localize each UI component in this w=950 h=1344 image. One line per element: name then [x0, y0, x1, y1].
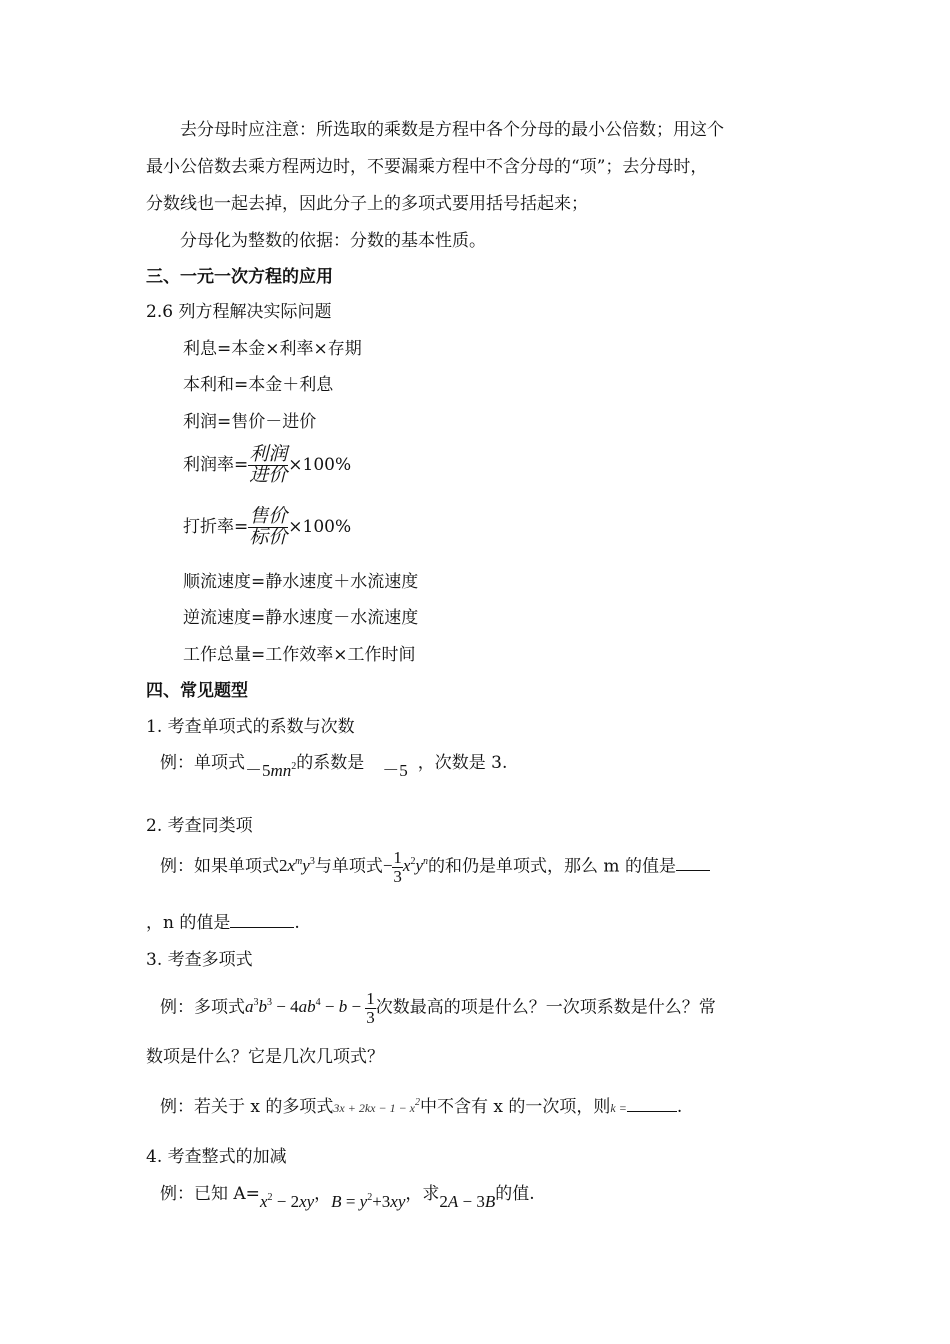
- math-expression: $-5mn^2$: [245, 761, 297, 780]
- math-expression: $a^3b^3 - 4ab^4 - b$ − $\frac{1}{3}$: [245, 989, 375, 1027]
- paragraph-line: 分数线也一起去掉，因此分子上的多项式要用括号括起来；: [146, 194, 588, 214]
- paragraph-line: 最小公倍数去乘方程两边时，不要漏乘方程中不含分母的“项”；去分母时，: [146, 157, 708, 177]
- example-text: 的系数是: [296, 753, 365, 773]
- fraction-denominator: 标价: [249, 525, 288, 548]
- example-text: ，次数是 3.: [417, 753, 508, 773]
- example-text: 例：单项式: [160, 753, 245, 773]
- formula-downstream: 顺流速度=静水速度＋水流速度: [183, 572, 419, 592]
- formula-upstream: 逆流速度=静水速度－水流速度: [183, 608, 419, 628]
- question-title: 4. 考查整式的加减: [146, 1147, 287, 1167]
- example-text: 的值.: [495, 1184, 535, 1204]
- formula-interest: 利息=本金×利率×存期: [183, 339, 362, 359]
- fraction-denominator: 进价: [249, 463, 288, 486]
- section-heading: 三、一元一次方程的应用: [146, 267, 333, 287]
- answer-blank[interactable]: [230, 913, 294, 928]
- formula-profit-rate: [183, 445, 351, 486]
- math-expression: $3x + 2kx - 1 - x^2$: [333, 1097, 421, 1115]
- math-answer: －5: [382, 761, 408, 780]
- math-expression: $B = y^2+3xy$: [331, 1192, 406, 1211]
- question-example: [160, 990, 716, 1027]
- formula-label: 利润率=: [183, 454, 249, 475]
- formula-profit: 利润=售价－进价: [183, 412, 317, 432]
- example-text: 例：多项式: [160, 997, 245, 1018]
- formula-suffix: ×100%: [288, 454, 352, 475]
- math-expression: − $\frac{1}{3}$ $x^2y^n$: [382, 848, 429, 886]
- math-expression: 2A − 3B: [439, 1192, 496, 1211]
- fraction: [248, 445, 288, 486]
- answer-blank[interactable]: [676, 856, 710, 871]
- question-title: 3. 考查多项式: [146, 950, 253, 970]
- formula-work: 工作总量=工作效率×工作时间: [183, 645, 416, 665]
- question-continuation: ，n 的值是 .: [146, 913, 300, 933]
- formula-principal-interest: 本利和=本金＋利息: [183, 375, 334, 395]
- question-example: 例：若关于 x 的多项式$3x + 2kx - 1 - x^2$中不含有 x 的一次项，则k = .: [160, 1097, 683, 1117]
- example-text: 中不含有 x 的一次项，则: [420, 1097, 611, 1117]
- math-coefficient: －5: [245, 761, 271, 780]
- example-text: 次数最高的项是什么？一次项系数是什么？常: [375, 997, 716, 1018]
- fraction: $\frac{1}{3}$: [366, 989, 375, 1027]
- question-example: 例：已知 $A=x^2 - 2xy$，$B = y^2+3xy$，求2A − 3B的值.: [160, 1184, 535, 1211]
- example-text: 的和仍是单项式，那么 m 的值是: [428, 856, 676, 877]
- fraction: $\frac{1}{3}$: [393, 848, 402, 886]
- example-text: 例：如果单项式: [160, 856, 279, 877]
- fraction-numerator: 利润: [249, 443, 288, 465]
- math-variable: k =: [610, 1101, 627, 1115]
- formula-discount-rate: [183, 507, 351, 548]
- answer-blank[interactable]: [627, 1097, 677, 1112]
- paragraph-line: 分母化为整数的依据：分数的基本性质。: [180, 231, 486, 251]
- question-title: 1. 考查单项式的系数与次数: [146, 717, 355, 737]
- example-text: 例：若关于 x 的多项式: [160, 1097, 334, 1117]
- math-expression: $2x^my^3$: [279, 856, 315, 876]
- formula-label: 打折率=: [183, 516, 249, 537]
- paragraph-line: 去分母时应注意：所选取的乘数是方程中各个分母的最小公倍数；用这个: [180, 120, 724, 140]
- subsection-title: 2.6 列方程解决实际问题: [146, 302, 332, 322]
- example-text: 例：已知 A=: [160, 1184, 260, 1204]
- question-example: [160, 751, 508, 780]
- formula-suffix: ×100%: [288, 516, 352, 537]
- question-continuation: 数项是什么？它是几次几项式？: [146, 1047, 384, 1067]
- fraction: [248, 507, 288, 548]
- question-example: [160, 849, 710, 886]
- example-text: 与单项式: [314, 856, 383, 877]
- example-text: ，求: [405, 1184, 440, 1204]
- fraction-numerator: 售价: [249, 505, 288, 527]
- section-heading: 四、常见题型: [146, 681, 248, 701]
- question-title: 2. 考查同类项: [146, 816, 253, 836]
- math-expression: $x^2 - 2xy$: [259, 1192, 315, 1211]
- example-text: ，n 的值是: [146, 913, 231, 933]
